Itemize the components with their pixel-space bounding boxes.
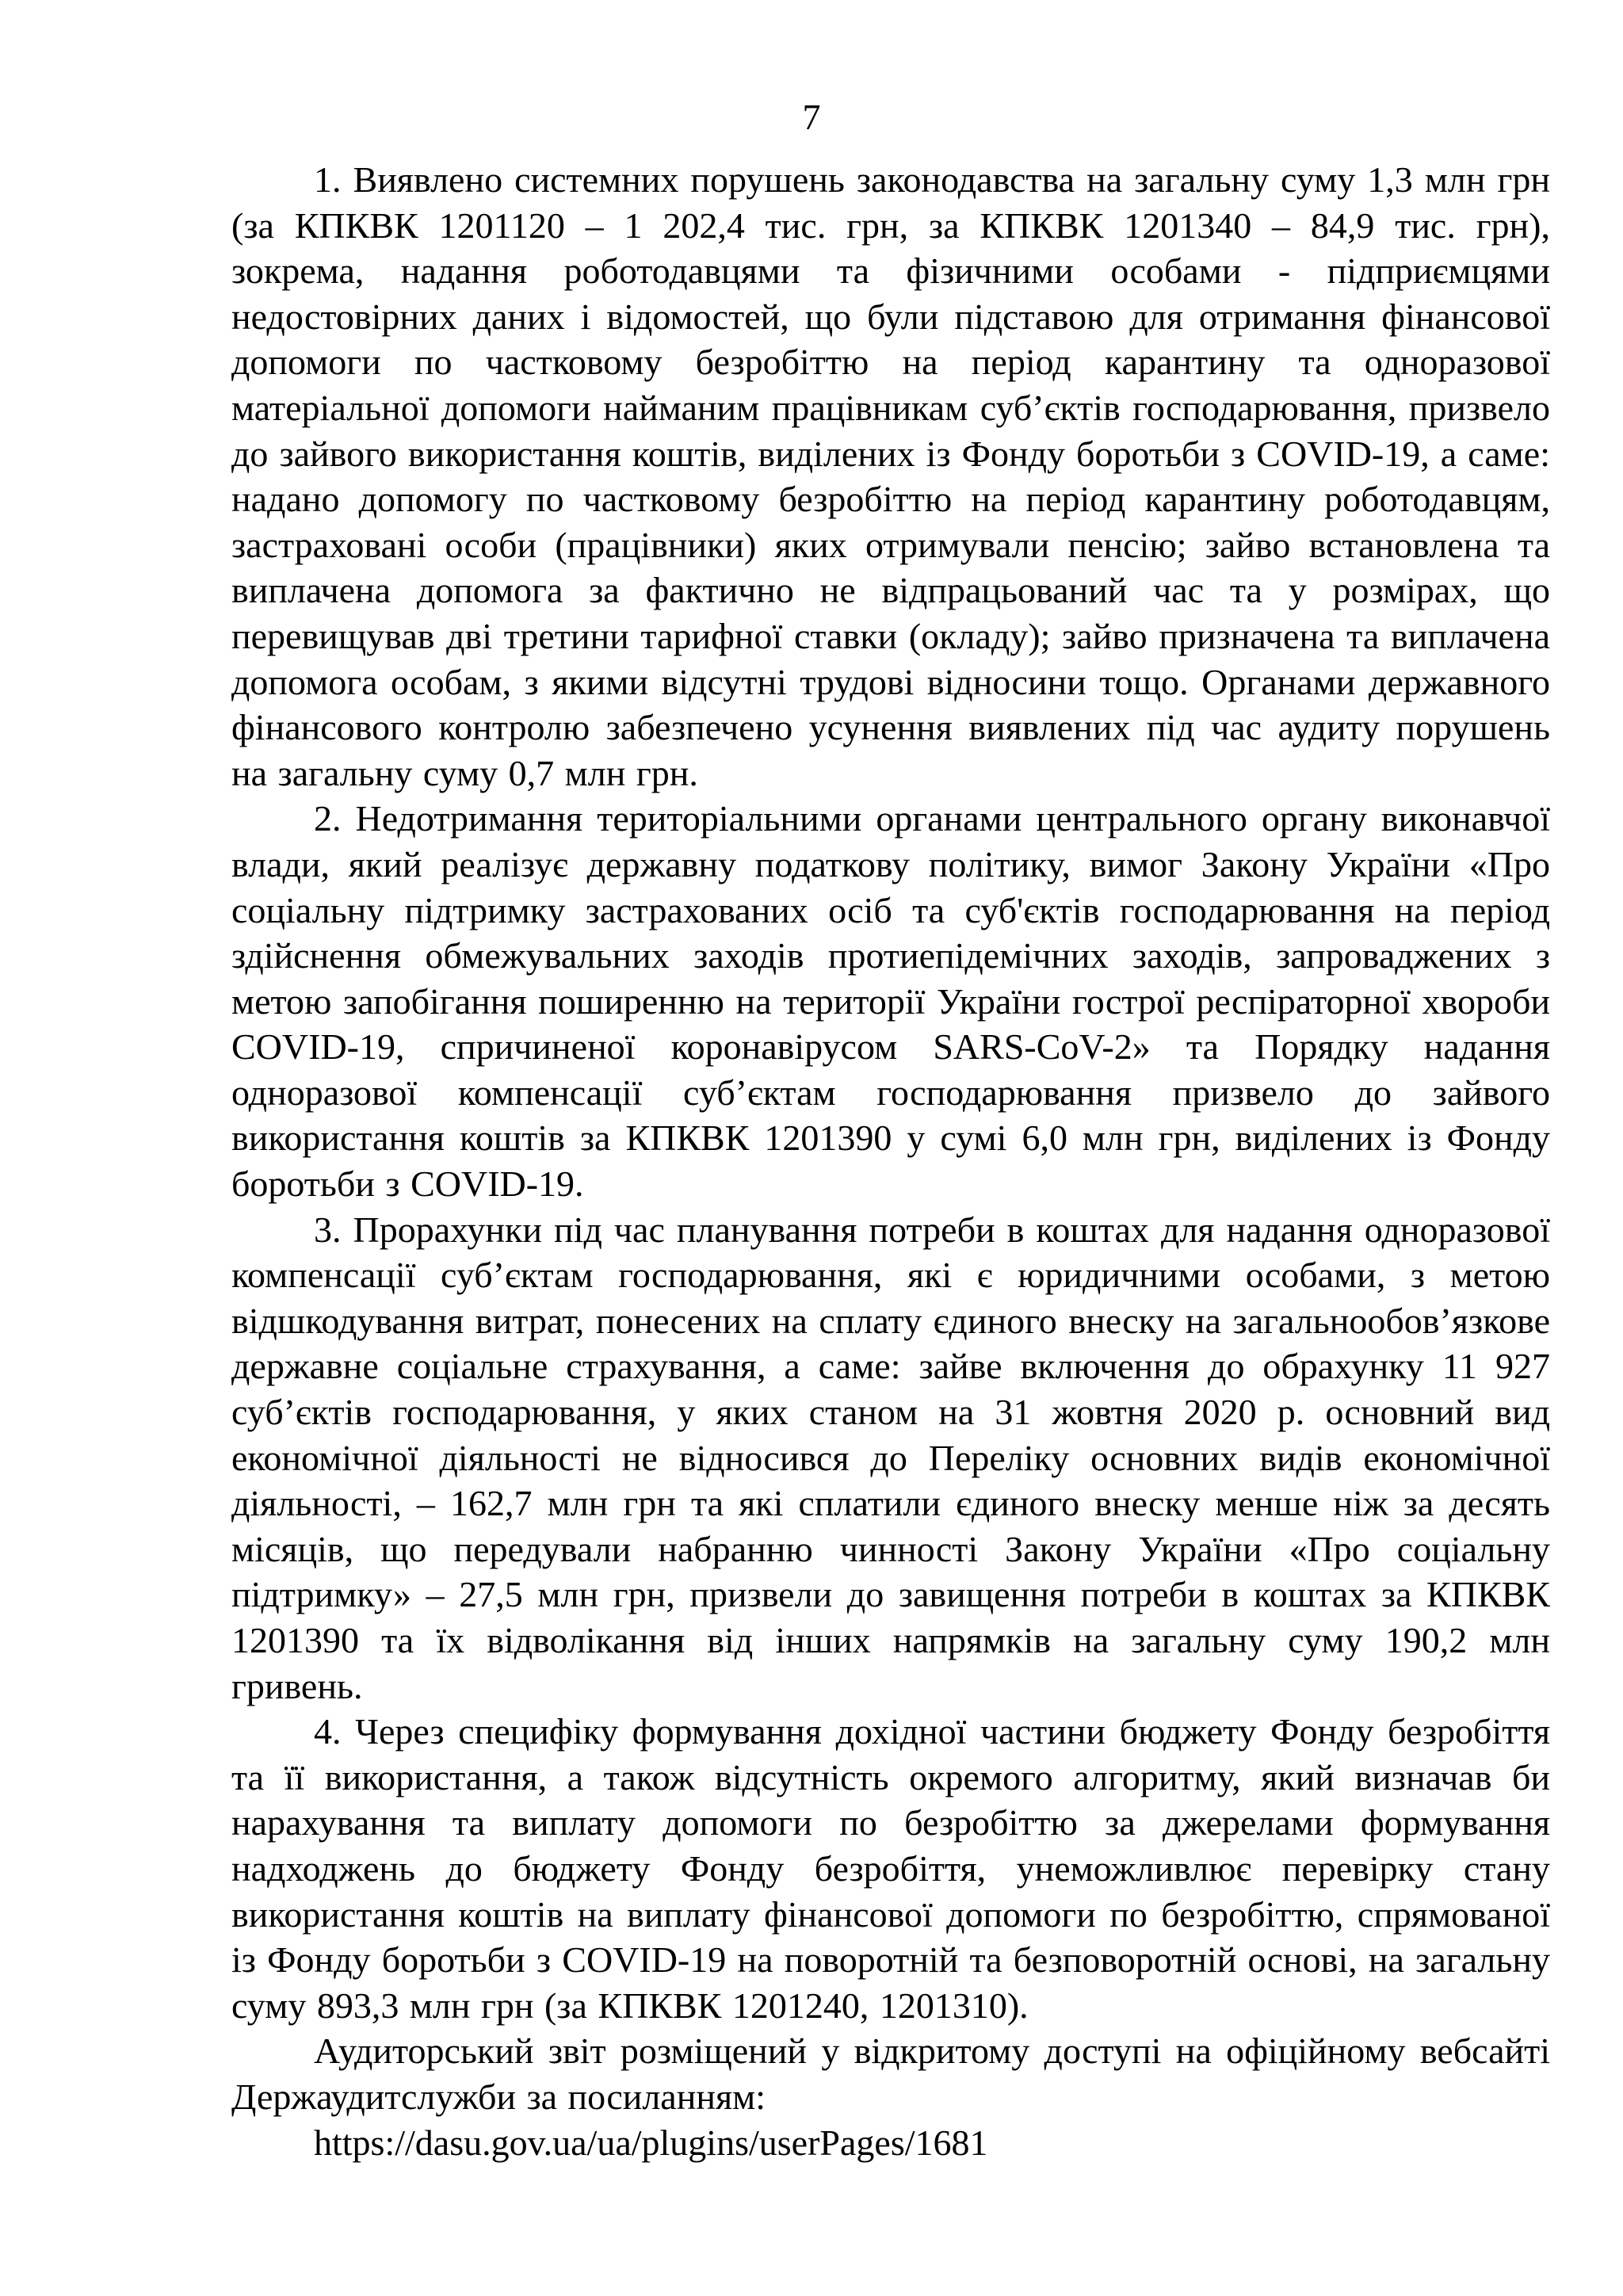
document-body	[231, 157, 1550, 2165]
page-number: 7	[802, 97, 821, 137]
finding-paragraph-3: 3. Прорахунки під час планування потреби в коштах для надання одноразової компенсації суб’єктам господарювання, які є юридичними особами, з метою відшкодування витрат, понесених на сплату єдиного внеску на загальнообов’язкове державне соціальне страхування, а саме: зайве включення до обрахунку 11 927 суб’єктів господарювання, у яких станом на 31 жовтня 2020 р. основний вид економічної діяльності не відносився до Переліку основних видів економічної діяльності, – 162,7 млн грн та які сплатили єдиного внеску менше ніж за десять місяців, що передували набранню чинності Закону України «Про соціальну підтримку» – 27,5 млн грн, призвели до завищення потреби в коштах за КПКВК 1201390 та їх відволікання від інших напрямків на загальну суму 190,2 млн гривень.	[231, 1209, 1550, 1706]
report-availability-paragraph: Аудиторський звіт розміщений у відкритому доступі на офіційному вебсайті Держаудитслужби за посиланням:	[231, 2030, 1550, 2117]
finding-paragraph-4: 4. Через специфіку формування дохідної частини бюджету Фонду безробіття та її використання, а також відсутність окремого алгоритму, який визначав би нарахування та виплату допомоги по безробіттю за джерелами формування надходжень до бюджету Фонду безробіття, унеможливлює перевірку стану використання коштів на виплату фінансової допомоги по безробіттю, спрямованої із Фонду боротьби з COVID-19 на поворотній та безповоротній основі, на загальну суму 893,3 млн грн (за КПКВК 1201240, 1201310).	[231, 1711, 1550, 2026]
finding-paragraph-2: 2. Недотримання територіальними органами центрального органу виконавчої влади, який реалізує державну податкову політику, вимог Закону України «Про соціальну підтримку застрахованих осіб та суб'єктів господарювання на період здійснення обмежувальних заходів протиепідемічних заходів, запроваджених з метою запобігання поширенню на території України гострої респіраторної хвороби COVID-19, спричиненої коронавірусом SARS-CoV-2» та Порядку надання одноразової компенсації суб’єктам господарювання призвело до зайвого використання коштів за КПКВК 1201390 у сумі 6,0 млн грн, виділених із Фонду боротьби з COVID-19.	[231, 798, 1550, 1205]
finding-paragraph-1: 1. Виявлено системних порушень законодавства на загальну суму 1,3 млн грн (за КПКВК 1201120 – 1 202,4 тис. грн, за КПКВК 1201340 – 84,9 тис. грн), зокрема, надання роботодавцями та фізичними особами - підприємцями недостовірних даних і відомостей, що були підставою для отримання фінансової допомоги по частковому безробіттю на період карантину та одноразової матеріальної допомоги найманим працівникам суб’єктів господарювання, призвело до зайвого використання коштів, виділених із Фонду боротьби з COVID-19, а саме: надано допомогу по частковому безробіттю на період карантину роботодавцям, застраховані особи (працівники) яких отримували пенсію; зайво встановлена та виплачена допомога за фактично не відпрацьований час та у розмірах, що перевищував дві третини тарифної ставки (окладу); зайво призначена та виплачена допомога особам, з якими відсутні трудові відносини тощо. Органами державного фінансового контролю забезпечено усунення виявлених під час аудиту порушень на загальну суму 0,7 млн грн.	[231, 159, 1550, 793]
report-link[interactable]: https://dasu.gov.ua/ua/plugins/userPages/1681	[314, 2122, 988, 2163]
